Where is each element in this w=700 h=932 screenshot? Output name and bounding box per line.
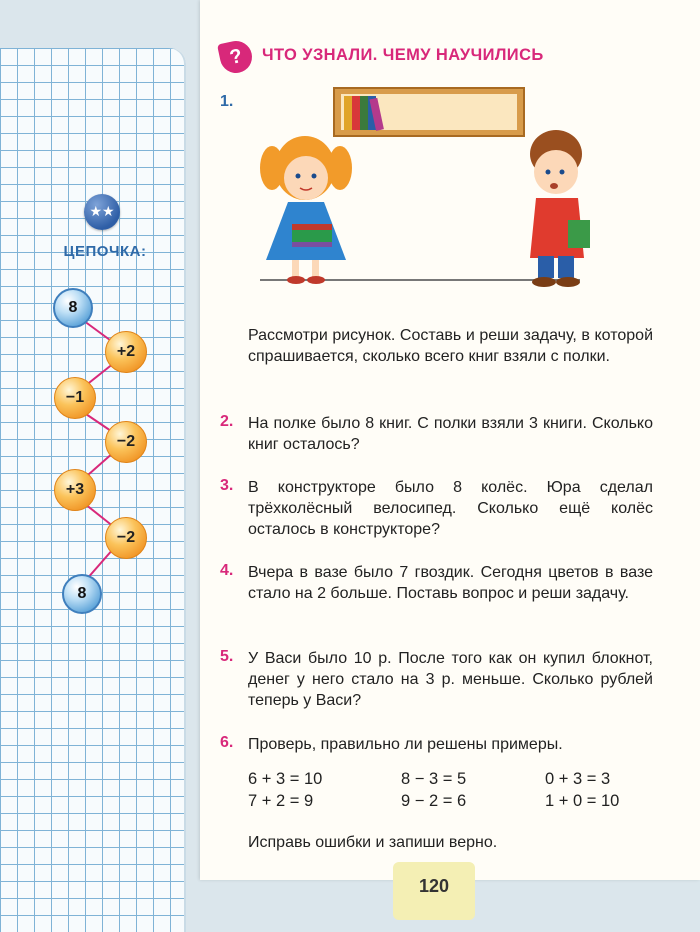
boy-figure (530, 130, 590, 287)
page-number: 120 (393, 862, 475, 920)
chain-label: ЦЕПОЧКА: (63, 243, 147, 260)
task-4-number: 4. (220, 562, 234, 579)
correction-instruction: Исправь ошибки и запиши верно. (248, 834, 498, 851)
chain-node-step: +2 (105, 331, 147, 373)
task-6-text: Проверь, правильно ли решены примеры. (248, 736, 563, 753)
chain-node-step: −1 (54, 377, 96, 419)
task-1-number: 1. (220, 93, 234, 110)
task-4-text: Вчера в вазе было 7 гвоздик. Сегодня цветов в вазе стало на 2 больше. Поставь вопрос и реши задачу. (248, 564, 653, 602)
task-2-number: 2. (220, 413, 234, 430)
page-title: ЧТО УЗНАЛИ. ЧЕМУ НАУЧИЛИСЬ (262, 46, 544, 64)
chain-node-step: +3 (54, 469, 96, 511)
task-1-text: Рассмотри рисунок. Составь и реши задачу, в которой спрашивается, сколько всего книг взяли с полки. (248, 327, 653, 365)
girl-figure (260, 136, 352, 284)
task-5-number: 5. (220, 648, 234, 665)
example: 9 − 2 = 6 (401, 792, 467, 810)
chain-node-start: 8 (53, 288, 93, 328)
bookshelf-icon (334, 88, 524, 136)
chain-node-step: −2 (105, 421, 147, 463)
example: 8 − 3 = 5 (401, 770, 467, 788)
task-2-text: На полке было 8 книг. С полки взяли 3 книги. Сколько книг осталось? (248, 415, 653, 453)
task-6-number: 6. (220, 734, 234, 751)
example: 0 + 3 = 3 (545, 770, 611, 788)
stars-icon: ★★ (84, 194, 120, 230)
example: 6 + 3 = 10 (248, 770, 323, 788)
task-5-text: У Васи было 10 р. После того как он купил блокнот, денег у него стало на 3 р. меньше. Сколько рублей теперь у Васи? (248, 650, 653, 709)
example: 1 + 0 = 10 (545, 792, 620, 810)
task-3-text: В конструкторе было 8 колёс. Юра сделал трёхколёсный велосипед. Сколько ещё колёс осталось в конструкторе? (248, 479, 653, 538)
question-mark-icon: ? (217, 38, 255, 76)
chain-connectors (0, 0, 200, 640)
illustration (200, 80, 660, 310)
task-3-number: 3. (220, 477, 234, 494)
chain-node-end: 8 (62, 574, 102, 614)
example: 7 + 2 = 9 (248, 792, 314, 810)
chain-node-step: −2 (105, 517, 147, 559)
